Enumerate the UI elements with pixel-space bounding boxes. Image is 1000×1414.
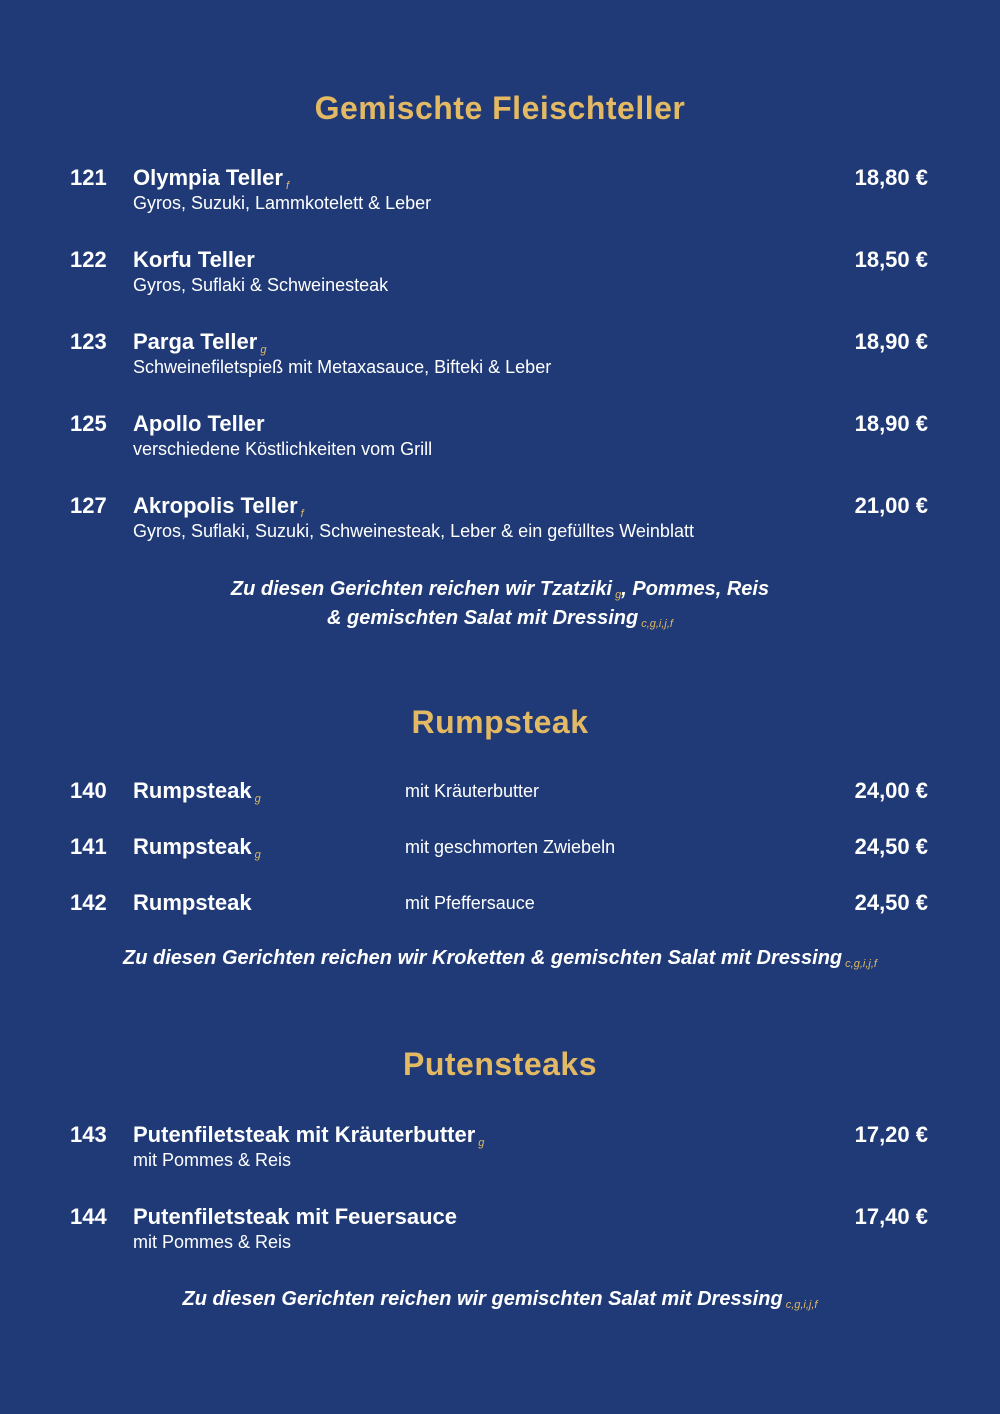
item-price: 21,00 €: [854, 493, 928, 518]
allergen-code: f: [285, 180, 290, 192]
item-price: 24,00 €: [854, 778, 928, 803]
item-number: 121: [70, 165, 107, 190]
item-name: Rumpsteak: [133, 890, 252, 915]
item-name: Putenfiletsteak mit Feuersauce: [133, 1204, 458, 1229]
item-number: 123: [70, 329, 107, 354]
allergen-code: g: [615, 589, 622, 601]
item-number: 144: [70, 1204, 107, 1229]
item-number: 141: [70, 834, 107, 859]
section-note: Zu diesen Gerichten reichen wir gemischten Salat mit Dressing c,g,i,j,f: [182, 1288, 818, 1311]
item-description: Gyros, Suflaki, Suzuki, Schweinesteak, Leber & ein gefülltes Weinblatt: [133, 521, 694, 541]
allergen-code: c,g,i,j,f: [641, 618, 673, 630]
item-name: Apollo Teller: [133, 411, 265, 436]
allergen-code: c,g,i,j,f: [785, 1299, 818, 1311]
item-name: Korfu Teller: [133, 247, 255, 272]
item-price: 24,50 €: [854, 834, 928, 859]
item-name: Rumpsteak g: [133, 834, 261, 861]
section-note: Zu diesen Gerichten reichen wir Kroketten & gemischten Salat mit Dressing c,g,i,j,f: [123, 947, 877, 970]
item-description: mit Pommes & Reis: [133, 1232, 292, 1252]
section-note: Zu diesen Gerichten reichen wir Tzatziki g, Pommes, Reis & gemischten Salat mit Dressing c,g,i,j,f: [230, 578, 770, 630]
allergen-code: g: [254, 793, 261, 805]
item-price: 18,50 €: [854, 247, 928, 272]
item-description: Gyros, Suflaki & Schweinesteak: [133, 275, 389, 295]
item-price: 24,50 €: [854, 890, 928, 915]
item-name: Olympia Teller f: [133, 165, 290, 192]
item-number: 122: [70, 247, 107, 272]
section-title-fleischteller: Gemischte Fleischteller: [314, 90, 686, 126]
item-number: 143: [70, 1122, 107, 1147]
item-description: mit Pommes & Reis: [133, 1150, 292, 1170]
item-number: 127: [70, 493, 107, 518]
item-number: 142: [70, 890, 107, 915]
item-name: Rumpsteak g: [133, 778, 261, 805]
item-description: mit Kräuterbutter: [405, 781, 540, 801]
item-description: mit Pfeffersauce: [405, 893, 535, 913]
item-price: 18,80 €: [854, 165, 928, 190]
item-price: 17,40 €: [854, 1204, 928, 1229]
allergen-code: f: [300, 508, 304, 520]
item-description: mit geschmorten Zwiebeln: [405, 837, 616, 857]
item-number: 140: [70, 778, 107, 803]
item-name: Parga Teller g: [133, 329, 267, 356]
section-title-putensteaks: Putensteaks: [402, 1046, 598, 1082]
item-name: Akropolis Teller f: [133, 493, 304, 520]
item-price: 18,90 €: [854, 329, 928, 354]
item-description: Gyros, Suzuki, Lammkotelett & Leber: [133, 193, 432, 213]
item-price: 18,90 €: [854, 411, 928, 436]
allergen-code: g: [260, 344, 267, 356]
allergen-code: g: [478, 1137, 485, 1149]
item-number: 125: [70, 411, 107, 436]
item-name: Putenfiletsteak mit Kräuterbutter g: [133, 1122, 485, 1149]
allergen-code: g: [254, 849, 261, 861]
allergen-code: c,g,i,j,f: [845, 958, 877, 970]
section-title-rumpsteak: Rumpsteak: [411, 704, 589, 740]
item-price: 17,20 €: [854, 1122, 928, 1147]
item-description: Schweinefiletspieß mit Metaxasauce, Bifteki & Leber: [133, 357, 552, 377]
item-description: verschiedene Köstlichkeiten vom Grill: [133, 439, 433, 459]
